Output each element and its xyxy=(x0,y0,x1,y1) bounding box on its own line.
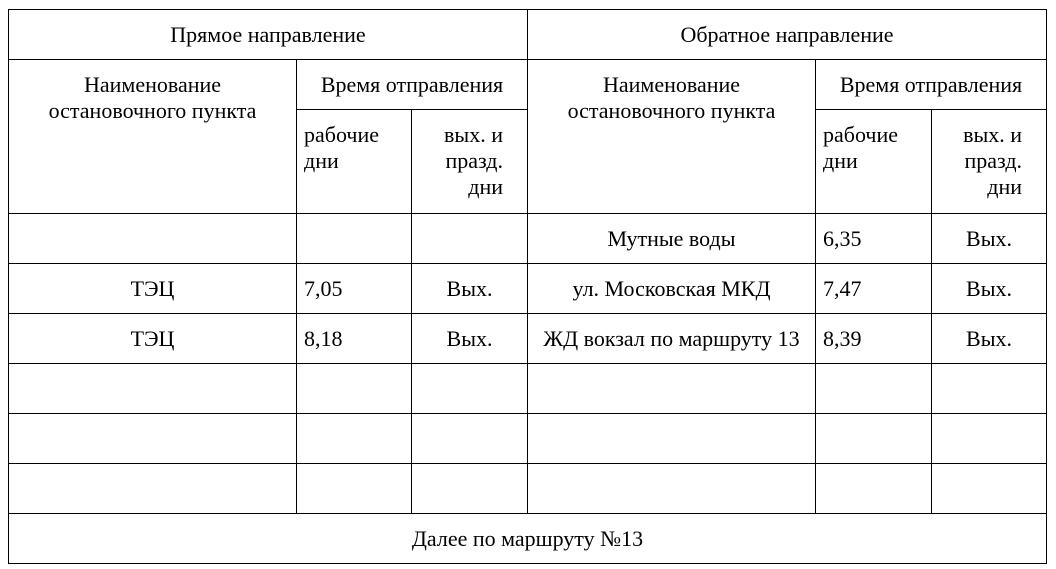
forward-workday-time-cell xyxy=(297,364,412,414)
forward-stop-cell: ТЭЦ xyxy=(9,264,297,314)
forward-workday-time-cell: 8,18 xyxy=(297,314,412,364)
workdays-line1: рабочие xyxy=(823,122,898,147)
table-row xyxy=(9,464,1047,514)
holidays-line3: дни xyxy=(987,174,1023,199)
stop-name-header-line1: Наименование xyxy=(602,72,741,97)
forward-stop-cell xyxy=(9,214,297,264)
forward-holiday-time-cell: Вых. xyxy=(412,314,528,364)
backward-holiday-time-cell xyxy=(932,364,1047,414)
forward-departure-time-header xyxy=(297,60,528,110)
backward-stop-cell: ул. Московская МКД xyxy=(528,264,816,314)
forward-stop-cell xyxy=(9,414,297,464)
forward-holiday-time-cell xyxy=(412,464,528,514)
backward-holiday-time-cell xyxy=(932,464,1047,514)
backward-holiday-time-cell: Вых. xyxy=(932,314,1047,364)
workdays-line2: дни xyxy=(823,148,858,173)
forward-stop-cell xyxy=(9,364,297,414)
table-row xyxy=(9,414,1047,464)
footer-row xyxy=(9,514,1047,564)
forward-direction-header xyxy=(9,10,528,60)
forward-workday-time-cell xyxy=(297,214,412,264)
forward-workdays-header xyxy=(297,110,412,214)
forward-direction-label: Прямое направление xyxy=(170,21,366,47)
backward-holiday-time-cell: Вых. xyxy=(932,264,1047,314)
backward-stop-cell: ЖД вокзал по маршруту 13 xyxy=(528,314,816,364)
forward-holiday-time-cell xyxy=(412,414,528,464)
workdays-line2: дни xyxy=(304,148,339,173)
footer-note: Далее по маршруту №13 xyxy=(9,514,1047,564)
backward-stop-name-header xyxy=(528,60,816,214)
departure-time-label: Время отправления xyxy=(839,71,1023,97)
backward-holiday-time-cell xyxy=(932,414,1047,464)
table-row xyxy=(9,314,1047,364)
forward-holidays-header xyxy=(412,110,528,214)
backward-stop-cell xyxy=(528,364,816,414)
table-row xyxy=(9,214,1047,264)
backward-holiday-time-cell: Вых. xyxy=(932,214,1047,264)
direction-header-row xyxy=(9,10,1047,60)
forward-stop-cell: ТЭЦ xyxy=(9,314,297,364)
backward-direction-label: Обратное направление xyxy=(680,21,894,47)
forward-stop-name-header xyxy=(9,60,297,214)
holidays-line2: празд. xyxy=(964,148,1023,173)
backward-workday-time-cell xyxy=(816,414,932,464)
forward-holiday-time-cell xyxy=(412,214,528,264)
holidays-line3: дни xyxy=(468,174,503,199)
workdays-line1: рабочие xyxy=(304,122,379,147)
backward-workday-time-cell xyxy=(816,364,932,414)
forward-workday-time-cell: 7,05 xyxy=(297,264,412,314)
backward-workday-time-cell: 7,47 xyxy=(816,264,932,314)
forward-stop-cell xyxy=(9,464,297,514)
stop-name-header-line1: Наименование xyxy=(83,72,222,97)
holidays-line2: празд. xyxy=(445,148,503,173)
holidays-line1: вых. и xyxy=(444,122,503,147)
backward-holidays-header xyxy=(932,110,1047,214)
holidays-line1: вых. и xyxy=(963,122,1023,147)
backward-workdays-header xyxy=(816,110,932,214)
backward-stop-cell: Мутные воды xyxy=(528,214,816,264)
backward-workday-time-cell: 8,39 xyxy=(816,314,932,364)
backward-workday-time-cell: 6,35 xyxy=(816,214,932,264)
table-row xyxy=(9,364,1047,414)
backward-direction-header xyxy=(528,10,1047,60)
backward-stop-cell xyxy=(528,414,816,464)
backward-departure-time-header xyxy=(816,60,1047,110)
forward-workday-time-cell xyxy=(297,414,412,464)
forward-holiday-time-cell xyxy=(412,364,528,414)
column-header-row-1 xyxy=(9,60,1047,110)
route-schedule-table xyxy=(8,9,1047,564)
backward-stop-cell xyxy=(528,464,816,514)
forward-holiday-time-cell: Вых. xyxy=(412,264,528,314)
table-row xyxy=(9,264,1047,314)
forward-workday-time-cell xyxy=(297,464,412,514)
stop-name-header-line2: остановочного пункта xyxy=(567,98,776,123)
backward-workday-time-cell xyxy=(816,464,932,514)
stop-name-header-line2: остановочного пункта xyxy=(48,98,257,123)
departure-time-label: Время отправления xyxy=(320,71,504,97)
